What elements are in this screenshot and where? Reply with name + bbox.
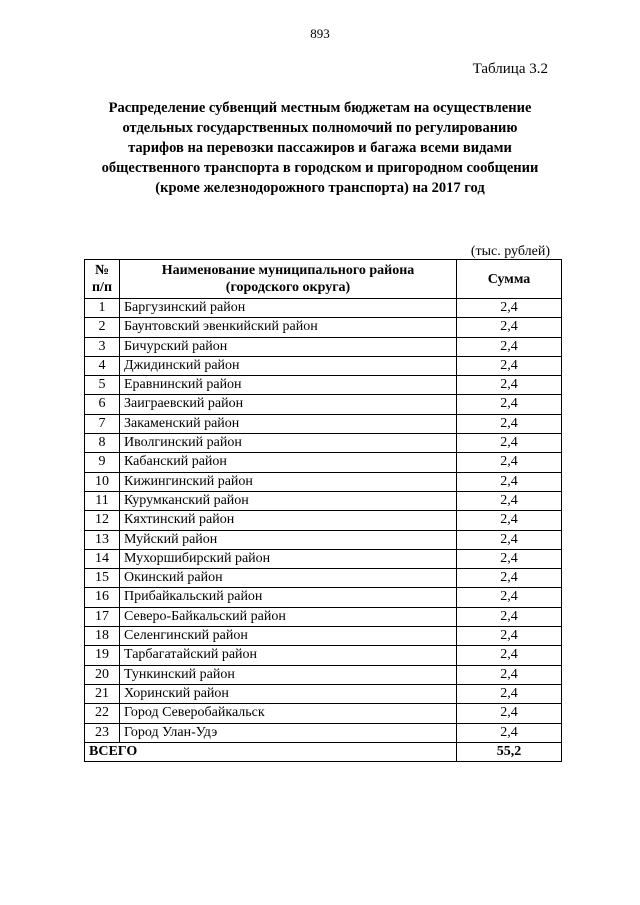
row-sum: 2,4 [457, 356, 562, 375]
row-sum: 2,4 [457, 472, 562, 491]
row-number: 22 [85, 704, 120, 723]
table-row [85, 318, 562, 337]
row-name: Бичурский район [120, 337, 457, 356]
row-name: Мухоршибирский район [120, 549, 457, 568]
row-sum: 2,4 [457, 434, 562, 453]
row-number: 2 [85, 318, 120, 337]
row-name: Кяхтинский район [120, 511, 457, 530]
row-name: Селенгинский район [120, 627, 457, 646]
row-number: 8 [85, 434, 120, 453]
row-name: Северо-Байкальский район [120, 607, 457, 626]
row-number: 10 [85, 472, 120, 491]
table-row [85, 569, 562, 588]
row-name: Тарбагатайский район [120, 646, 457, 665]
table-row [85, 723, 562, 742]
row-number: 5 [85, 376, 120, 395]
header-number-line2: п/п [91, 280, 113, 295]
table-row [85, 665, 562, 684]
row-name: Еравнинский район [120, 376, 457, 395]
table-row [85, 549, 562, 568]
row-number: 9 [85, 453, 120, 472]
row-number: 16 [85, 588, 120, 607]
row-number: 15 [85, 569, 120, 588]
header-name-line2: (городского округа) [225, 280, 351, 295]
header-number-line1: № [94, 263, 110, 278]
row-name: Заиграевский район [120, 395, 457, 414]
header-sum: Сумма [457, 260, 562, 299]
row-sum: 2,4 [457, 646, 562, 665]
row-number: 14 [85, 549, 120, 568]
table-row [85, 627, 562, 646]
row-sum: 2,4 [457, 627, 562, 646]
row-name: Курумканский район [120, 491, 457, 510]
page-number: 893 [310, 26, 330, 41]
header-name-line1: Наименование муниципального района [161, 263, 415, 278]
row-name: Баргузинский район [120, 299, 457, 318]
row-name: Тункинский район [120, 665, 457, 684]
row-sum: 2,4 [457, 376, 562, 395]
row-sum: 2,4 [457, 684, 562, 703]
table-row [85, 395, 562, 414]
row-sum: 2,4 [457, 665, 562, 684]
document-title [64, 98, 576, 198]
subsidy-table [84, 259, 562, 762]
total-row [85, 742, 562, 761]
row-sum: 2,4 [457, 395, 562, 414]
row-sum: 2,4 [457, 318, 562, 337]
row-name: Кижингинский район [120, 472, 457, 491]
table-row [85, 356, 562, 375]
row-sum: 2,4 [457, 704, 562, 723]
table-body [85, 299, 562, 743]
row-number: 12 [85, 511, 120, 530]
row-sum: 2,4 [457, 530, 562, 549]
table-row [85, 646, 562, 665]
row-name: Баунтовский эвенкийский район [120, 318, 457, 337]
row-sum: 2,4 [457, 723, 562, 742]
row-sum: 2,4 [457, 588, 562, 607]
row-number: 13 [85, 530, 120, 549]
table-row [85, 337, 562, 356]
row-sum: 2,4 [457, 453, 562, 472]
title-line: общественного транспорта в городском и пригородном сообщении [101, 160, 539, 176]
row-sum: 2,4 [457, 549, 562, 568]
row-sum: 2,4 [457, 414, 562, 433]
title-line: тарифов на перевозки пассажиров и багажа всеми видами [128, 140, 512, 156]
row-number: 18 [85, 627, 120, 646]
table-row [85, 472, 562, 491]
title-line: (кроме железнодорожного транспорта) на 2017 год [155, 180, 485, 196]
table-row [85, 530, 562, 549]
row-number: 20 [85, 665, 120, 684]
table-row [85, 588, 562, 607]
row-number: 6 [85, 395, 120, 414]
row-sum: 2,4 [457, 299, 562, 318]
row-name: Кабанский район [120, 453, 457, 472]
row-name: Муйский район [120, 530, 457, 549]
units-label: (тыс. рублей) [470, 244, 550, 259]
row-name: Хоринский район [120, 684, 457, 703]
row-sum: 2,4 [457, 511, 562, 530]
table-header-row [85, 260, 562, 299]
row-number: 7 [85, 414, 120, 433]
table-row [85, 684, 562, 703]
row-number: 3 [85, 337, 120, 356]
header-name [120, 260, 457, 299]
row-name: Город Улан-Удэ [120, 723, 457, 742]
row-name: Город Северобайкальск [120, 704, 457, 723]
row-number: 17 [85, 607, 120, 626]
row-number: 11 [85, 491, 120, 510]
header-number [85, 260, 120, 299]
row-number: 19 [85, 646, 120, 665]
table-row [85, 704, 562, 723]
total-label: ВСЕГО [85, 742, 457, 761]
row-name: Джидинский район [120, 356, 457, 375]
row-number: 1 [85, 299, 120, 318]
row-sum: 2,4 [457, 569, 562, 588]
row-sum: 2,4 [457, 607, 562, 626]
row-name: Иволгинский район [120, 434, 457, 453]
table-row [85, 607, 562, 626]
row-sum: 2,4 [457, 337, 562, 356]
row-name: Закаменский район [120, 414, 457, 433]
table-row [85, 299, 562, 318]
table-row [85, 434, 562, 453]
row-name: Прибайкальский район [120, 588, 457, 607]
title-line: отдельных государственных полномочий по регулированию [122, 120, 518, 136]
table-row [85, 414, 562, 433]
table-row [85, 491, 562, 510]
title-line: Распределение субвенций местным бюджетам на осуществление [108, 100, 532, 116]
row-sum: 2,4 [457, 491, 562, 510]
row-number: 23 [85, 723, 120, 742]
table-row [85, 376, 562, 395]
row-name: Окинский район [120, 569, 457, 588]
table-row [85, 453, 562, 472]
row-number: 21 [85, 684, 120, 703]
table-label: Таблица 3.2 [472, 61, 548, 77]
total-sum: 55,2 [457, 742, 562, 761]
table-row [85, 511, 562, 530]
row-number: 4 [85, 356, 120, 375]
